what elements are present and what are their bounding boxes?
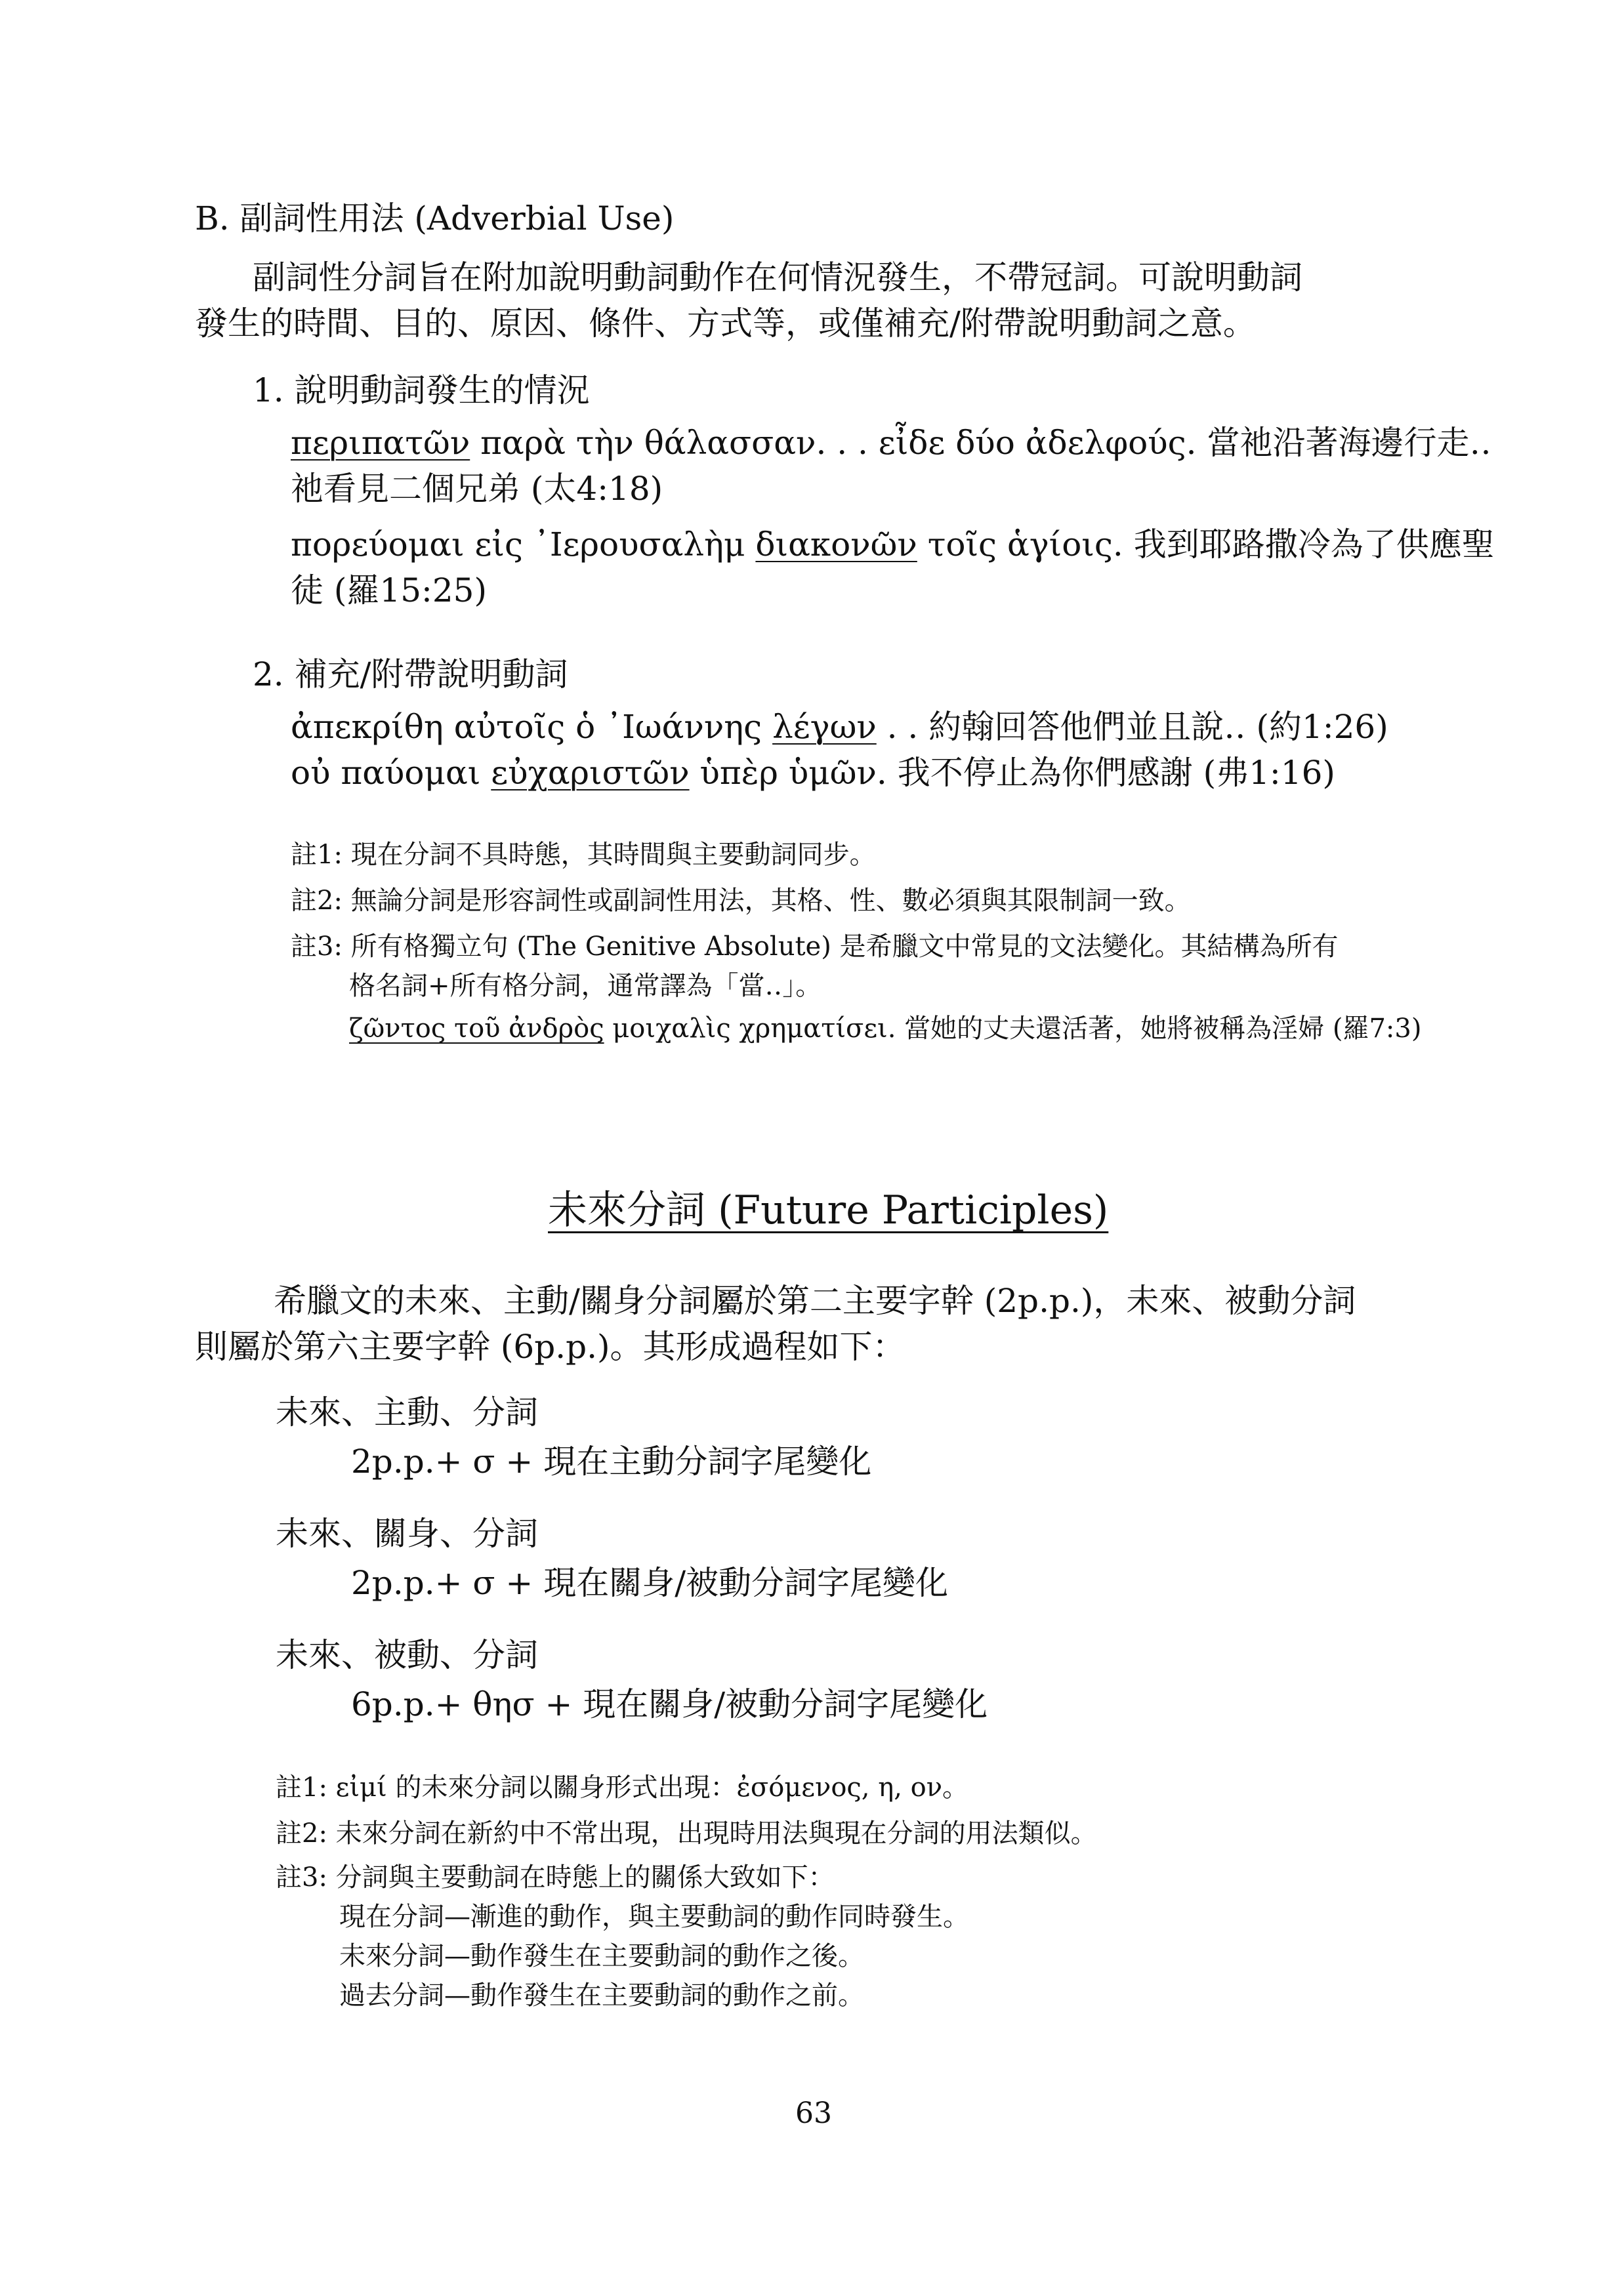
note-example-line <box>349 1015 1421 1042</box>
underlined-phrase: ζῶντος τοῦ ἀνδρὸς <box>349 1014 604 1044</box>
underlined-participle: λέγων <box>772 708 877 746</box>
note-sub-line: 未來分詞—動作發生在主要動詞的動作之後。 <box>339 1941 864 1971</box>
example-line: 徒 (羅15:25) <box>291 571 487 609</box>
note-line: 格名詞+所有格分詞，通常譯為「當‥」。 <box>349 971 822 1001</box>
rule-formula: 2p.p.+ σ + 現在關身/被動分詞字尾變化 <box>351 1564 949 1602</box>
example-text: οὐ παύομαι <box>291 754 491 792</box>
note-line: 註2: 未來分詞在新約中不常出現，出現時用法與現在分詞的用法類似。 <box>276 1818 1097 1849</box>
example-line: 祂看見二個兄弟 (太4:18) <box>291 470 663 508</box>
paragraph-line: 副詞性分詞旨在附加說明動詞動作在何情況發生，不帶冠詞。可說明動詞 <box>253 258 1302 297</box>
example-text: ὑπὲρ ὑμῶν. 我不停止為你們感謝 (弗1:16) <box>689 754 1335 792</box>
example-text: πορεύομαι εἰς ᾿Ιερουσαλὴμ <box>291 525 756 564</box>
example-text: παρὰ τὴν θάλασσαν. . . εἶδε δύο ἀδελφούς. 當祂沿著海邊行走‥ <box>470 424 1491 462</box>
underlined-participle: εὐχαριστῶν <box>491 754 690 792</box>
note-sub-line: 過去分詞—動作發生在主要動詞的動作之前。 <box>339 1980 864 2011</box>
rule-formula: 2p.p.+ σ + 現在主動分詞字尾變化 <box>351 1443 872 1481</box>
section-heading: B. 副詞性用法 (Adverbial Use) <box>195 199 675 237</box>
example-text: μοιχαλὶς χρηματίσει. 當她的丈夫還活著，她將被稱為淫婦 (羅7:3) <box>604 1014 1422 1044</box>
rule-label: 未來、關身、分詞 <box>276 1515 538 1553</box>
rule-formula: 6p.p.+ θησ + 現在關身/被動分詞字尾變化 <box>351 1685 988 1723</box>
example-text: ἀπεκρίθη αὐτοῖς ὁ ᾿Ιωάννης <box>291 708 773 746</box>
example-line <box>291 424 1491 462</box>
note-line: 註1: 現在分詞不具時態，其時間與主要動詞同步。 <box>291 840 876 870</box>
example-line <box>291 754 1335 792</box>
rule-label: 未來、被動、分詞 <box>276 1636 538 1674</box>
note-sub-line: 現在分詞—漸進的動作，與主要動詞的動作同時發生。 <box>339 1902 969 1932</box>
rule-label: 未來、主動、分詞 <box>276 1393 538 1431</box>
paragraph-line: 希臘文的未來、主動/關身分詞屬於第二主要字幹 (2p.p.)，未來、被動分詞 <box>274 1282 1356 1320</box>
list-item-heading: 1. 說明動詞發生的情況 <box>253 371 590 409</box>
paragraph-line: 發生的時間、目的、原因、條件、方式等，或僅補充/附帶說明動詞之意。 <box>195 304 1256 342</box>
note-line: 註3: 分詞與主要動詞在時態上的關係大致如下： <box>276 1862 835 1893</box>
page-number: 63 <box>795 2097 832 2130</box>
note-line: 註1: εἰμί 的未來分詞以關身形式出現：ἐσόμενος, η, ον。 <box>276 1773 969 1803</box>
underlined-participle: περιπατῶν <box>291 424 470 462</box>
list-item-heading: 2. 補充/附帶說明動詞 <box>253 655 568 693</box>
paragraph-line: 則屬於第六主要字幹 (6p.p.)。其形成過程如下： <box>195 1328 906 1366</box>
note-line: 註2: 無論分詞是形容詞性或副詞性用法，其格、性、數必須與其限制詞一致。 <box>291 886 1191 916</box>
example-line <box>291 708 1388 746</box>
example-text: τοῖς ἁγίοις. 我到耶路撒冷為了供應聖 <box>917 525 1495 564</box>
underlined-participle: διακονῶν <box>755 525 917 564</box>
example-line <box>291 525 1495 564</box>
section-title: 未來分詞 (Future Participles) <box>548 1187 1109 1233</box>
note-line: 註3: 所有格獨立句 (The Genitive Absolute) 是希臘文中常見的文法變化。其結構為所有 <box>291 932 1339 962</box>
example-text: . . 約翰回答他們並且說‥ (約1:26) <box>876 708 1388 746</box>
